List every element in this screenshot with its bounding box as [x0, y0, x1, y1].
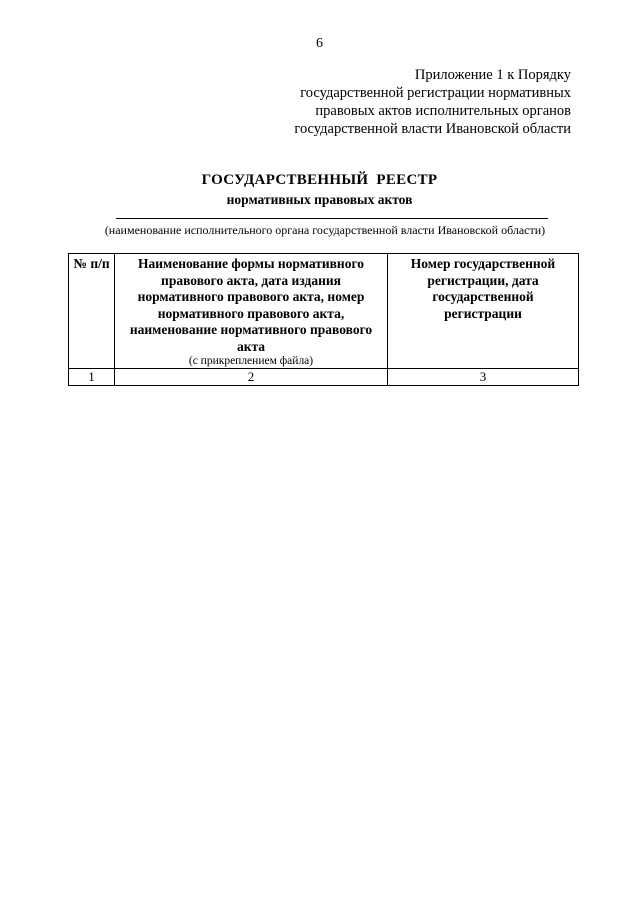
appendix-line: государственной регистрации нормативных: [300, 85, 571, 101]
table-cell: 1: [69, 369, 115, 386]
column-header-number: [69, 254, 115, 369]
appendix-line: Приложение 1 к Порядку: [414, 67, 571, 83]
document-title: ГОСУДАРСТВЕННЫЙ РЕЕСТР: [201, 172, 438, 188]
column-header-act-name: [115, 254, 388, 369]
organization-name-line: [116, 218, 548, 219]
column-header-label: Наименование формы нормативного правового акта, дата издания нормативного правового акта, номер нормативного правового акта, наименование нормативного правового акта: [129, 256, 373, 354]
column-header-registration: [388, 254, 579, 369]
column-header-note: (с прикреплением файла): [188, 355, 314, 367]
document-subtitle: нормативных правовых актов: [226, 192, 413, 207]
appendix-line: правовых актов исполнительных органов: [315, 103, 571, 119]
appendix-reference: [294, 66, 571, 138]
page-number: 6: [316, 36, 323, 51]
column-header-label: № п/п: [73, 256, 110, 271]
appendix-line: государственной власти Ивановской области: [294, 121, 571, 137]
table-cell: 2: [115, 369, 388, 386]
registry-table: [68, 253, 579, 386]
table-cell: 3: [388, 369, 579, 386]
table-header-row: [69, 254, 579, 369]
organization-caption: (наименование исполнительного органа государственной власти Ивановской области): [104, 223, 546, 237]
table-numbering-row: [69, 369, 579, 386]
column-header-label: Номер государственной регистрации, дата государственной регистрации: [410, 256, 556, 321]
